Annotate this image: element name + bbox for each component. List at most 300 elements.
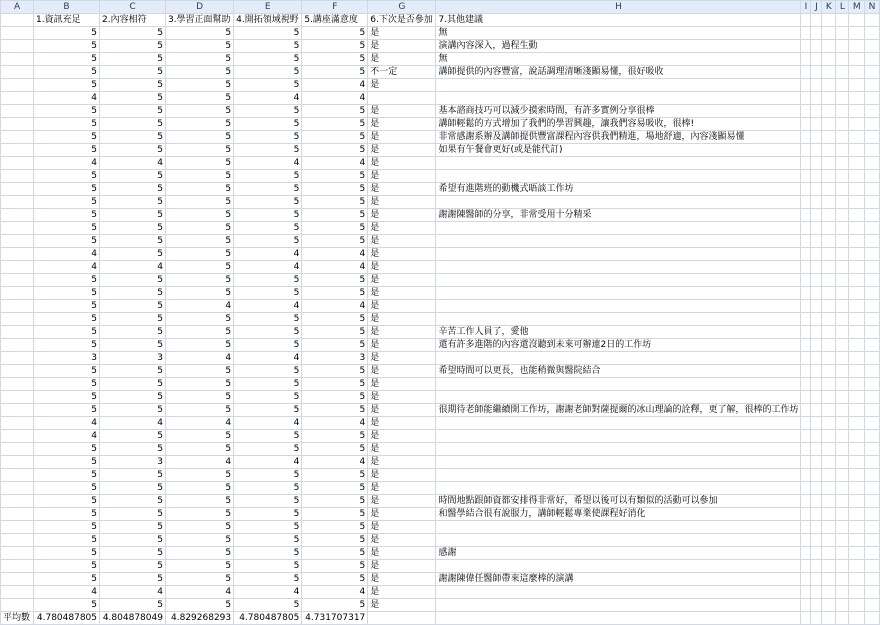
score-cell[interactable]: 4 bbox=[34, 586, 100, 599]
empty-cell[interactable] bbox=[822, 287, 836, 300]
comment-cell[interactable] bbox=[436, 261, 801, 274]
score-cell[interactable]: 5 bbox=[302, 40, 368, 53]
score-cell[interactable]: 5 bbox=[302, 534, 368, 547]
score-cell[interactable]: 5 bbox=[100, 339, 166, 352]
empty-cell[interactable] bbox=[836, 573, 849, 586]
comment-cell[interactable] bbox=[436, 560, 801, 573]
score-cell[interactable]: 5 bbox=[302, 131, 368, 144]
empty-cell[interactable] bbox=[849, 170, 865, 183]
empty-cell[interactable] bbox=[801, 183, 811, 196]
empty-cell[interactable] bbox=[836, 40, 849, 53]
comment-cell[interactable]: 和醫學結合很有說服力，講師輕鬆專業使課程好消化 bbox=[436, 508, 801, 521]
score-cell[interactable]: 5 bbox=[165, 339, 233, 352]
empty-cell[interactable] bbox=[865, 261, 880, 274]
score-cell[interactable]: 5 bbox=[302, 560, 368, 573]
score-cell[interactable]: 5 bbox=[165, 391, 233, 404]
empty-cell[interactable] bbox=[865, 326, 880, 339]
empty-cell[interactable] bbox=[836, 482, 849, 495]
empty-cell[interactable] bbox=[865, 339, 880, 352]
comment-cell[interactable]: 時間地點跟師資都安排得非常好，希望以後可以有類似的活動可以參加 bbox=[436, 495, 801, 508]
empty-cell[interactable] bbox=[811, 66, 822, 79]
row-label-cell[interactable] bbox=[1, 573, 34, 586]
score-cell[interactable]: 5 bbox=[34, 183, 100, 196]
empty-cell[interactable] bbox=[822, 248, 836, 261]
attend-cell[interactable]: 是 bbox=[368, 118, 436, 131]
score-cell[interactable]: 5 bbox=[100, 534, 166, 547]
comment-cell[interactable]: 謝謝陳偉任醫師帶來這麼棒的演講 bbox=[436, 573, 801, 586]
empty-cell[interactable] bbox=[811, 599, 822, 612]
comment-cell[interactable] bbox=[436, 378, 801, 391]
empty-cell[interactable] bbox=[822, 443, 836, 456]
empty-cell[interactable] bbox=[822, 560, 836, 573]
empty-cell[interactable] bbox=[801, 482, 811, 495]
comment-cell[interactable] bbox=[436, 274, 801, 287]
empty-cell[interactable] bbox=[849, 599, 865, 612]
empty-cell[interactable] bbox=[865, 144, 880, 157]
empty-cell[interactable] bbox=[822, 118, 836, 131]
score-cell[interactable]: 4 bbox=[34, 261, 100, 274]
attend-cell[interactable]: 是 bbox=[368, 235, 436, 248]
score-cell[interactable]: 5 bbox=[100, 391, 166, 404]
attend-cell[interactable]: 是 bbox=[368, 378, 436, 391]
row-label-cell[interactable] bbox=[1, 378, 34, 391]
empty-cell[interactable] bbox=[801, 118, 811, 131]
empty-cell[interactable] bbox=[822, 326, 836, 339]
column-header-j[interactable]: J bbox=[811, 1, 822, 14]
comment-cell[interactable] bbox=[436, 300, 801, 313]
empty-cell[interactable] bbox=[849, 495, 865, 508]
row-label-cell[interactable] bbox=[1, 430, 34, 443]
score-cell[interactable]: 5 bbox=[100, 209, 166, 222]
empty-cell[interactable] bbox=[849, 235, 865, 248]
empty-cell[interactable] bbox=[849, 521, 865, 534]
empty-cell[interactable] bbox=[849, 14, 865, 27]
empty-cell[interactable] bbox=[822, 274, 836, 287]
empty-cell[interactable] bbox=[801, 235, 811, 248]
empty-cell[interactable] bbox=[836, 534, 849, 547]
score-cell[interactable]: 5 bbox=[302, 53, 368, 66]
comment-cell[interactable]: 還有許多進階的內容還沒聽到未來可辦連2日的工作坊 bbox=[436, 339, 801, 352]
empty-cell[interactable] bbox=[865, 508, 880, 521]
score-cell[interactable]: 5 bbox=[34, 443, 100, 456]
empty-cell[interactable] bbox=[865, 443, 880, 456]
average-value[interactable]: 4.731707317 bbox=[302, 612, 368, 625]
empty-cell[interactable] bbox=[849, 79, 865, 92]
empty-cell[interactable] bbox=[849, 92, 865, 105]
score-cell[interactable]: 5 bbox=[302, 105, 368, 118]
comment-cell[interactable]: 非常感謝系辦及講師提供豐富課程內容供我們精進，場地舒適，內容淺顯易懂 bbox=[436, 131, 801, 144]
comment-cell[interactable]: 基本諮商技巧可以減少摸索時間，有許多實例分享很棒 bbox=[436, 105, 801, 118]
score-cell[interactable]: 5 bbox=[100, 131, 166, 144]
row-label-cell[interactable] bbox=[1, 287, 34, 300]
empty-cell[interactable] bbox=[801, 599, 811, 612]
empty-cell[interactable] bbox=[801, 300, 811, 313]
score-cell[interactable]: 5 bbox=[234, 430, 302, 443]
score-cell[interactable]: 5 bbox=[100, 482, 166, 495]
empty-cell[interactable] bbox=[801, 313, 811, 326]
empty-cell[interactable] bbox=[811, 196, 822, 209]
score-cell[interactable]: 5 bbox=[234, 313, 302, 326]
survey-header-cell[interactable] bbox=[1, 14, 34, 27]
score-cell[interactable]: 5 bbox=[165, 404, 233, 417]
empty-cell[interactable] bbox=[849, 508, 865, 521]
empty-cell[interactable] bbox=[822, 391, 836, 404]
score-cell[interactable]: 5 bbox=[34, 235, 100, 248]
empty-cell[interactable] bbox=[801, 92, 811, 105]
empty-cell[interactable] bbox=[811, 105, 822, 118]
score-cell[interactable]: 5 bbox=[234, 170, 302, 183]
score-cell[interactable]: 5 bbox=[165, 599, 233, 612]
empty-cell[interactable] bbox=[865, 79, 880, 92]
empty-cell[interactable] bbox=[849, 209, 865, 222]
empty-cell[interactable] bbox=[822, 599, 836, 612]
score-cell[interactable]: 5 bbox=[302, 313, 368, 326]
attend-cell[interactable]: 是 bbox=[368, 417, 436, 430]
attend-cell[interactable]: 是 bbox=[368, 326, 436, 339]
attend-cell[interactable]: 不一定 bbox=[368, 66, 436, 79]
empty-cell[interactable] bbox=[822, 144, 836, 157]
survey-header-cell[interactable]: 6.下次是否參加 bbox=[368, 14, 436, 27]
score-cell[interactable]: 5 bbox=[100, 40, 166, 53]
score-cell[interactable]: 5 bbox=[302, 508, 368, 521]
empty-cell[interactable] bbox=[801, 547, 811, 560]
empty-cell[interactable] bbox=[811, 482, 822, 495]
score-cell[interactable]: 5 bbox=[34, 300, 100, 313]
empty-cell[interactable] bbox=[836, 391, 849, 404]
score-cell[interactable]: 5 bbox=[100, 66, 166, 79]
attend-cell[interactable]: 是 bbox=[368, 599, 436, 612]
empty-cell[interactable] bbox=[801, 573, 811, 586]
score-cell[interactable]: 4 bbox=[302, 417, 368, 430]
empty-cell[interactable] bbox=[849, 144, 865, 157]
row-label-cell[interactable] bbox=[1, 53, 34, 66]
comment-cell[interactable] bbox=[436, 313, 801, 326]
score-cell[interactable]: 5 bbox=[100, 196, 166, 209]
row-label-cell[interactable] bbox=[1, 27, 34, 40]
score-cell[interactable]: 5 bbox=[34, 326, 100, 339]
attend-cell[interactable]: 是 bbox=[368, 430, 436, 443]
empty-cell[interactable] bbox=[849, 586, 865, 599]
column-header-d[interactable]: D bbox=[165, 1, 233, 14]
row-label-cell[interactable] bbox=[1, 144, 34, 157]
score-cell[interactable]: 5 bbox=[234, 79, 302, 92]
score-cell[interactable]: 5 bbox=[165, 508, 233, 521]
empty-cell[interactable] bbox=[836, 352, 849, 365]
score-cell[interactable]: 5 bbox=[302, 222, 368, 235]
empty-cell[interactable] bbox=[811, 521, 822, 534]
row-label-cell[interactable] bbox=[1, 482, 34, 495]
empty-cell[interactable] bbox=[836, 599, 849, 612]
empty-cell[interactable] bbox=[811, 313, 822, 326]
empty-cell[interactable] bbox=[811, 534, 822, 547]
score-cell[interactable]: 5 bbox=[34, 469, 100, 482]
score-cell[interactable]: 3 bbox=[100, 352, 166, 365]
score-cell[interactable]: 5 bbox=[302, 443, 368, 456]
empty-cell[interactable] bbox=[811, 274, 822, 287]
score-cell[interactable]: 5 bbox=[100, 248, 166, 261]
comment-cell[interactable] bbox=[436, 586, 801, 599]
empty-cell[interactable] bbox=[811, 508, 822, 521]
attend-cell[interactable]: 是 bbox=[368, 339, 436, 352]
empty-cell[interactable] bbox=[811, 287, 822, 300]
empty-cell[interactable] bbox=[865, 573, 880, 586]
row-label-cell[interactable] bbox=[1, 560, 34, 573]
empty-cell[interactable] bbox=[801, 391, 811, 404]
empty-cell[interactable] bbox=[822, 131, 836, 144]
empty-cell[interactable] bbox=[836, 118, 849, 131]
empty-cell[interactable] bbox=[801, 248, 811, 261]
score-cell[interactable]: 5 bbox=[165, 287, 233, 300]
score-cell[interactable]: 5 bbox=[165, 105, 233, 118]
comment-cell[interactable] bbox=[436, 430, 801, 443]
score-cell[interactable]: 5 bbox=[234, 508, 302, 521]
survey-header-cell[interactable]: 5.講座滿意度 bbox=[302, 14, 368, 27]
empty-cell[interactable] bbox=[801, 469, 811, 482]
empty-cell[interactable] bbox=[865, 196, 880, 209]
empty-cell[interactable] bbox=[801, 170, 811, 183]
score-cell[interactable]: 5 bbox=[234, 105, 302, 118]
empty-cell[interactable] bbox=[849, 365, 865, 378]
empty-cell[interactable] bbox=[811, 131, 822, 144]
empty-cell[interactable] bbox=[865, 40, 880, 53]
row-label-cell[interactable] bbox=[1, 261, 34, 274]
empty-cell[interactable] bbox=[836, 196, 849, 209]
empty-cell[interactable] bbox=[865, 612, 880, 625]
score-cell[interactable]: 5 bbox=[100, 573, 166, 586]
score-cell[interactable]: 4 bbox=[34, 157, 100, 170]
empty-cell[interactable] bbox=[849, 157, 865, 170]
attend-cell[interactable]: 是 bbox=[368, 586, 436, 599]
empty-cell[interactable] bbox=[822, 66, 836, 79]
score-cell[interactable]: 4 bbox=[165, 456, 233, 469]
score-cell[interactable]: 5 bbox=[165, 170, 233, 183]
empty-cell[interactable] bbox=[865, 287, 880, 300]
score-cell[interactable]: 4 bbox=[302, 586, 368, 599]
empty-cell[interactable] bbox=[865, 248, 880, 261]
empty-cell[interactable] bbox=[865, 27, 880, 40]
empty-cell[interactable] bbox=[865, 313, 880, 326]
score-cell[interactable]: 5 bbox=[234, 183, 302, 196]
attend-cell[interactable]: 是 bbox=[368, 209, 436, 222]
empty-cell[interactable] bbox=[849, 534, 865, 547]
score-cell[interactable]: 5 bbox=[165, 560, 233, 573]
comment-cell[interactable] bbox=[436, 417, 801, 430]
empty-cell[interactable] bbox=[811, 469, 822, 482]
empty-cell[interactable] bbox=[836, 274, 849, 287]
empty-cell[interactable] bbox=[849, 261, 865, 274]
comment-cell[interactable] bbox=[436, 599, 801, 612]
score-cell[interactable]: 5 bbox=[165, 469, 233, 482]
row-label-cell[interactable] bbox=[1, 105, 34, 118]
score-cell[interactable]: 5 bbox=[100, 274, 166, 287]
column-header-i[interactable]: I bbox=[801, 1, 811, 14]
empty-cell[interactable] bbox=[849, 131, 865, 144]
row-label-cell[interactable] bbox=[1, 131, 34, 144]
comment-cell[interactable]: 無 bbox=[436, 53, 801, 66]
empty-cell[interactable] bbox=[836, 261, 849, 274]
score-cell[interactable]: 5 bbox=[234, 287, 302, 300]
score-cell[interactable]: 5 bbox=[100, 508, 166, 521]
empty-cell[interactable] bbox=[811, 417, 822, 430]
empty-cell[interactable] bbox=[801, 105, 811, 118]
empty-cell[interactable] bbox=[849, 560, 865, 573]
score-cell[interactable]: 5 bbox=[165, 92, 233, 105]
score-cell[interactable]: 5 bbox=[234, 326, 302, 339]
empty-cell[interactable] bbox=[811, 157, 822, 170]
score-cell[interactable]: 5 bbox=[302, 326, 368, 339]
empty-cell[interactable] bbox=[801, 612, 811, 625]
score-cell[interactable]: 5 bbox=[302, 235, 368, 248]
survey-header-cell[interactable]: 2.內容相符 bbox=[100, 14, 166, 27]
score-cell[interactable]: 5 bbox=[234, 40, 302, 53]
score-cell[interactable]: 5 bbox=[234, 209, 302, 222]
score-cell[interactable]: 5 bbox=[234, 144, 302, 157]
empty-cell[interactable] bbox=[865, 456, 880, 469]
average-value[interactable]: 4.780487805 bbox=[234, 612, 302, 625]
score-cell[interactable]: 5 bbox=[165, 40, 233, 53]
row-label-cell[interactable] bbox=[1, 274, 34, 287]
empty-cell[interactable] bbox=[849, 313, 865, 326]
empty-cell[interactable] bbox=[865, 157, 880, 170]
empty-cell[interactable] bbox=[836, 209, 849, 222]
score-cell[interactable]: 5 bbox=[100, 443, 166, 456]
empty-cell[interactable] bbox=[801, 274, 811, 287]
row-label-cell[interactable] bbox=[1, 92, 34, 105]
comment-cell[interactable] bbox=[436, 248, 801, 261]
comment-cell[interactable] bbox=[436, 521, 801, 534]
attend-cell[interactable]: 是 bbox=[368, 27, 436, 40]
score-cell[interactable]: 5 bbox=[34, 339, 100, 352]
score-cell[interactable]: 5 bbox=[100, 378, 166, 391]
attend-cell[interactable]: 是 bbox=[368, 495, 436, 508]
score-cell[interactable]: 5 bbox=[234, 560, 302, 573]
score-cell[interactable]: 4 bbox=[234, 456, 302, 469]
score-cell[interactable]: 5 bbox=[100, 79, 166, 92]
score-cell[interactable]: 4 bbox=[234, 586, 302, 599]
empty-cell[interactable] bbox=[822, 222, 836, 235]
row-label-cell[interactable] bbox=[1, 586, 34, 599]
empty-cell[interactable] bbox=[865, 521, 880, 534]
comment-cell[interactable]: 辛苦工作人員了，愛他 bbox=[436, 326, 801, 339]
score-cell[interactable]: 5 bbox=[234, 196, 302, 209]
score-cell[interactable]: 5 bbox=[234, 365, 302, 378]
row-label-cell[interactable] bbox=[1, 547, 34, 560]
score-cell[interactable]: 5 bbox=[165, 482, 233, 495]
score-cell[interactable]: 5 bbox=[234, 235, 302, 248]
score-cell[interactable]: 5 bbox=[34, 53, 100, 66]
empty-cell[interactable] bbox=[836, 105, 849, 118]
comment-cell[interactable]: 演講內容深入，過程生動 bbox=[436, 40, 801, 53]
comment-cell[interactable]: 講師提供的內容豐富，說話調理清晰淺顯易懂，很好吸收 bbox=[436, 66, 801, 79]
empty-cell[interactable] bbox=[811, 144, 822, 157]
row-label-cell[interactable] bbox=[1, 352, 34, 365]
attend-cell[interactable]: 是 bbox=[368, 313, 436, 326]
empty-cell[interactable] bbox=[836, 131, 849, 144]
row-label-cell[interactable] bbox=[1, 118, 34, 131]
empty-cell[interactable] bbox=[822, 196, 836, 209]
empty-cell[interactable] bbox=[811, 209, 822, 222]
empty-cell[interactable] bbox=[801, 456, 811, 469]
empty-cell[interactable] bbox=[865, 66, 880, 79]
score-cell[interactable]: 5 bbox=[100, 313, 166, 326]
score-cell[interactable]: 5 bbox=[165, 53, 233, 66]
score-cell[interactable]: 4 bbox=[234, 300, 302, 313]
score-cell[interactable]: 5 bbox=[34, 79, 100, 92]
attend-cell[interactable]: 是 bbox=[368, 365, 436, 378]
score-cell[interactable]: 5 bbox=[234, 547, 302, 560]
empty-cell[interactable] bbox=[811, 365, 822, 378]
row-label-cell[interactable] bbox=[1, 248, 34, 261]
score-cell[interactable]: 5 bbox=[34, 222, 100, 235]
row-label-cell[interactable] bbox=[1, 157, 34, 170]
survey-header-cell[interactable]: 7.其他建議 bbox=[436, 14, 801, 27]
score-cell[interactable]: 3 bbox=[34, 352, 100, 365]
empty-cell[interactable] bbox=[801, 508, 811, 521]
column-header-h[interactable]: H bbox=[436, 1, 801, 14]
attend-cell[interactable] bbox=[368, 92, 436, 105]
attend-cell[interactable]: 是 bbox=[368, 404, 436, 417]
score-cell[interactable]: 5 bbox=[165, 118, 233, 131]
empty-cell[interactable] bbox=[811, 391, 822, 404]
comment-cell[interactable]: 謝謝陳醫師的分享，非常受用十分精采 bbox=[436, 209, 801, 222]
empty-cell[interactable] bbox=[811, 560, 822, 573]
column-header-m[interactable]: M bbox=[849, 1, 865, 14]
empty-cell[interactable] bbox=[836, 14, 849, 27]
comment-cell[interactable] bbox=[436, 391, 801, 404]
empty-cell[interactable] bbox=[865, 92, 880, 105]
score-cell[interactable]: 5 bbox=[234, 469, 302, 482]
empty-cell[interactable] bbox=[836, 92, 849, 105]
score-cell[interactable]: 5 bbox=[34, 404, 100, 417]
score-cell[interactable]: 5 bbox=[234, 534, 302, 547]
score-cell[interactable]: 5 bbox=[165, 365, 233, 378]
empty-cell[interactable] bbox=[811, 14, 822, 27]
empty-cell[interactable] bbox=[849, 352, 865, 365]
score-cell[interactable]: 5 bbox=[34, 391, 100, 404]
empty-cell[interactable] bbox=[865, 417, 880, 430]
score-cell[interactable]: 5 bbox=[165, 144, 233, 157]
comment-cell[interactable] bbox=[436, 235, 801, 248]
score-cell[interactable]: 4 bbox=[100, 417, 166, 430]
empty-cell[interactable] bbox=[849, 547, 865, 560]
empty-cell[interactable] bbox=[836, 183, 849, 196]
empty-cell[interactable] bbox=[801, 196, 811, 209]
score-cell[interactable]: 4 bbox=[234, 157, 302, 170]
empty-cell[interactable] bbox=[836, 417, 849, 430]
row-label-cell[interactable] bbox=[1, 508, 34, 521]
score-cell[interactable]: 5 bbox=[100, 469, 166, 482]
empty-cell[interactable] bbox=[822, 456, 836, 469]
score-cell[interactable]: 5 bbox=[34, 27, 100, 40]
comment-cell[interactable] bbox=[436, 352, 801, 365]
empty-cell[interactable] bbox=[801, 66, 811, 79]
empty-cell[interactable] bbox=[849, 118, 865, 131]
score-cell[interactable]: 5 bbox=[302, 521, 368, 534]
score-cell[interactable]: 5 bbox=[34, 495, 100, 508]
empty-cell[interactable] bbox=[836, 378, 849, 391]
empty-cell[interactable] bbox=[801, 14, 811, 27]
score-cell[interactable]: 5 bbox=[100, 404, 166, 417]
score-cell[interactable]: 5 bbox=[100, 118, 166, 131]
empty-cell[interactable] bbox=[849, 326, 865, 339]
attend-cell[interactable]: 是 bbox=[368, 183, 436, 196]
row-label-cell[interactable] bbox=[1, 404, 34, 417]
empty-cell[interactable] bbox=[822, 105, 836, 118]
score-cell[interactable]: 4 bbox=[302, 261, 368, 274]
score-cell[interactable]: 5 bbox=[165, 261, 233, 274]
empty-cell[interactable] bbox=[836, 443, 849, 456]
score-cell[interactable]: 5 bbox=[302, 209, 368, 222]
